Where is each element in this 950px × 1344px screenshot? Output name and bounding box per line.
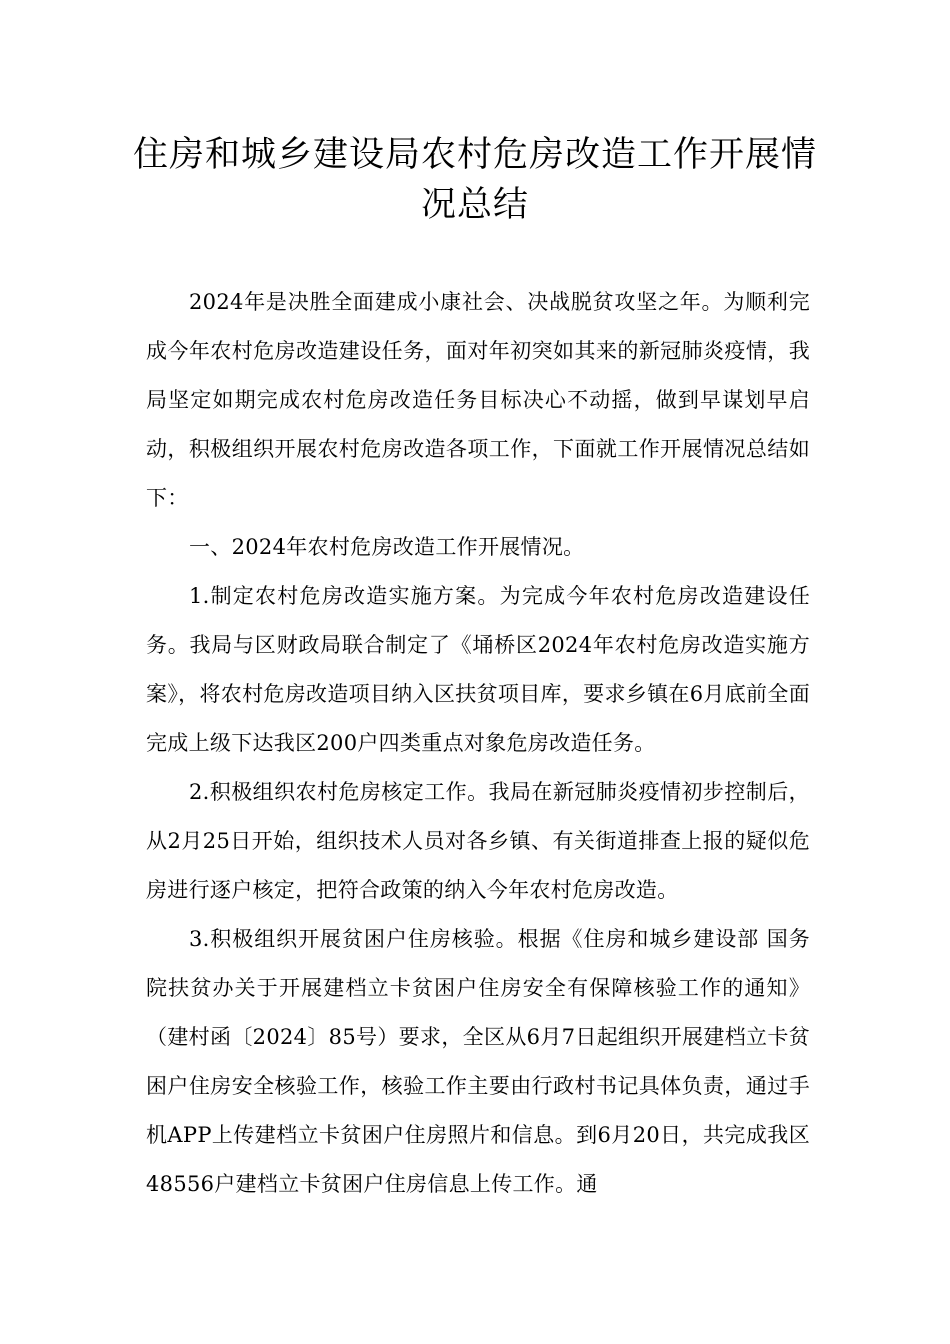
document-body (146, 278, 810, 1209)
document-title: 住房和城乡建设局农村危房改造工作开展情况总结 (132, 135, 817, 225)
paragraph-section-heading: 一、2024年农村危房改造工作开展情况。 (189, 535, 585, 559)
paragraph-item-2: 2.积极组织农村危房核定工作。我局在新冠肺炎疫情初步控制后，从2月25日开始，组织技术人员对各乡镇、有关街道排查上报的疑似危房进行逐户核定，把符合政策的纳入今年农村危房改造。 (146, 780, 810, 902)
paragraph-item-1: 1.制定农村危房改造实施方案。为完成今年农村危房改造建设任务。我局与区财政局联合制定了《埇桥区2024年农村危房改造实施方案》，将农村危房改造项目纳入区扶贫项目库，要求乡镇在6月底前全面完成上级下达我区200户四类重点对象危房改造任务。 (146, 584, 810, 755)
paragraph-intro: 2024年是决胜全面建成小康社会、决战脱贫攻坚之年。为顺利完成今年农村危房改造建设任务，面对年初突如其来的新冠肺炎疫情，我局坚定如期完成农村危房改造任务目标决心不动摇，做到早谋划早启动，积极组织开展农村危房改造各项工作，下面就工作开展情况总结如下： (146, 290, 810, 510)
paragraph-item-3: 3.积极组织开展贫困户住房核验。根据《住房和城乡建设部 国务院扶贫办关于开展建档立卡贫困户住房安全有保障核验工作的通知》（建村函〔2024〕85号）要求，全区从6月7日起组织开展建档立卡贫困户住房安全核验工作，核验工作主要由行政村书记具体负责，通过手机APP上传建档立卡贫困户住房照片和信息。到6月20日，共完成我区48556户建档立卡贫困户住房信息上传工作。通 (146, 927, 810, 1196)
